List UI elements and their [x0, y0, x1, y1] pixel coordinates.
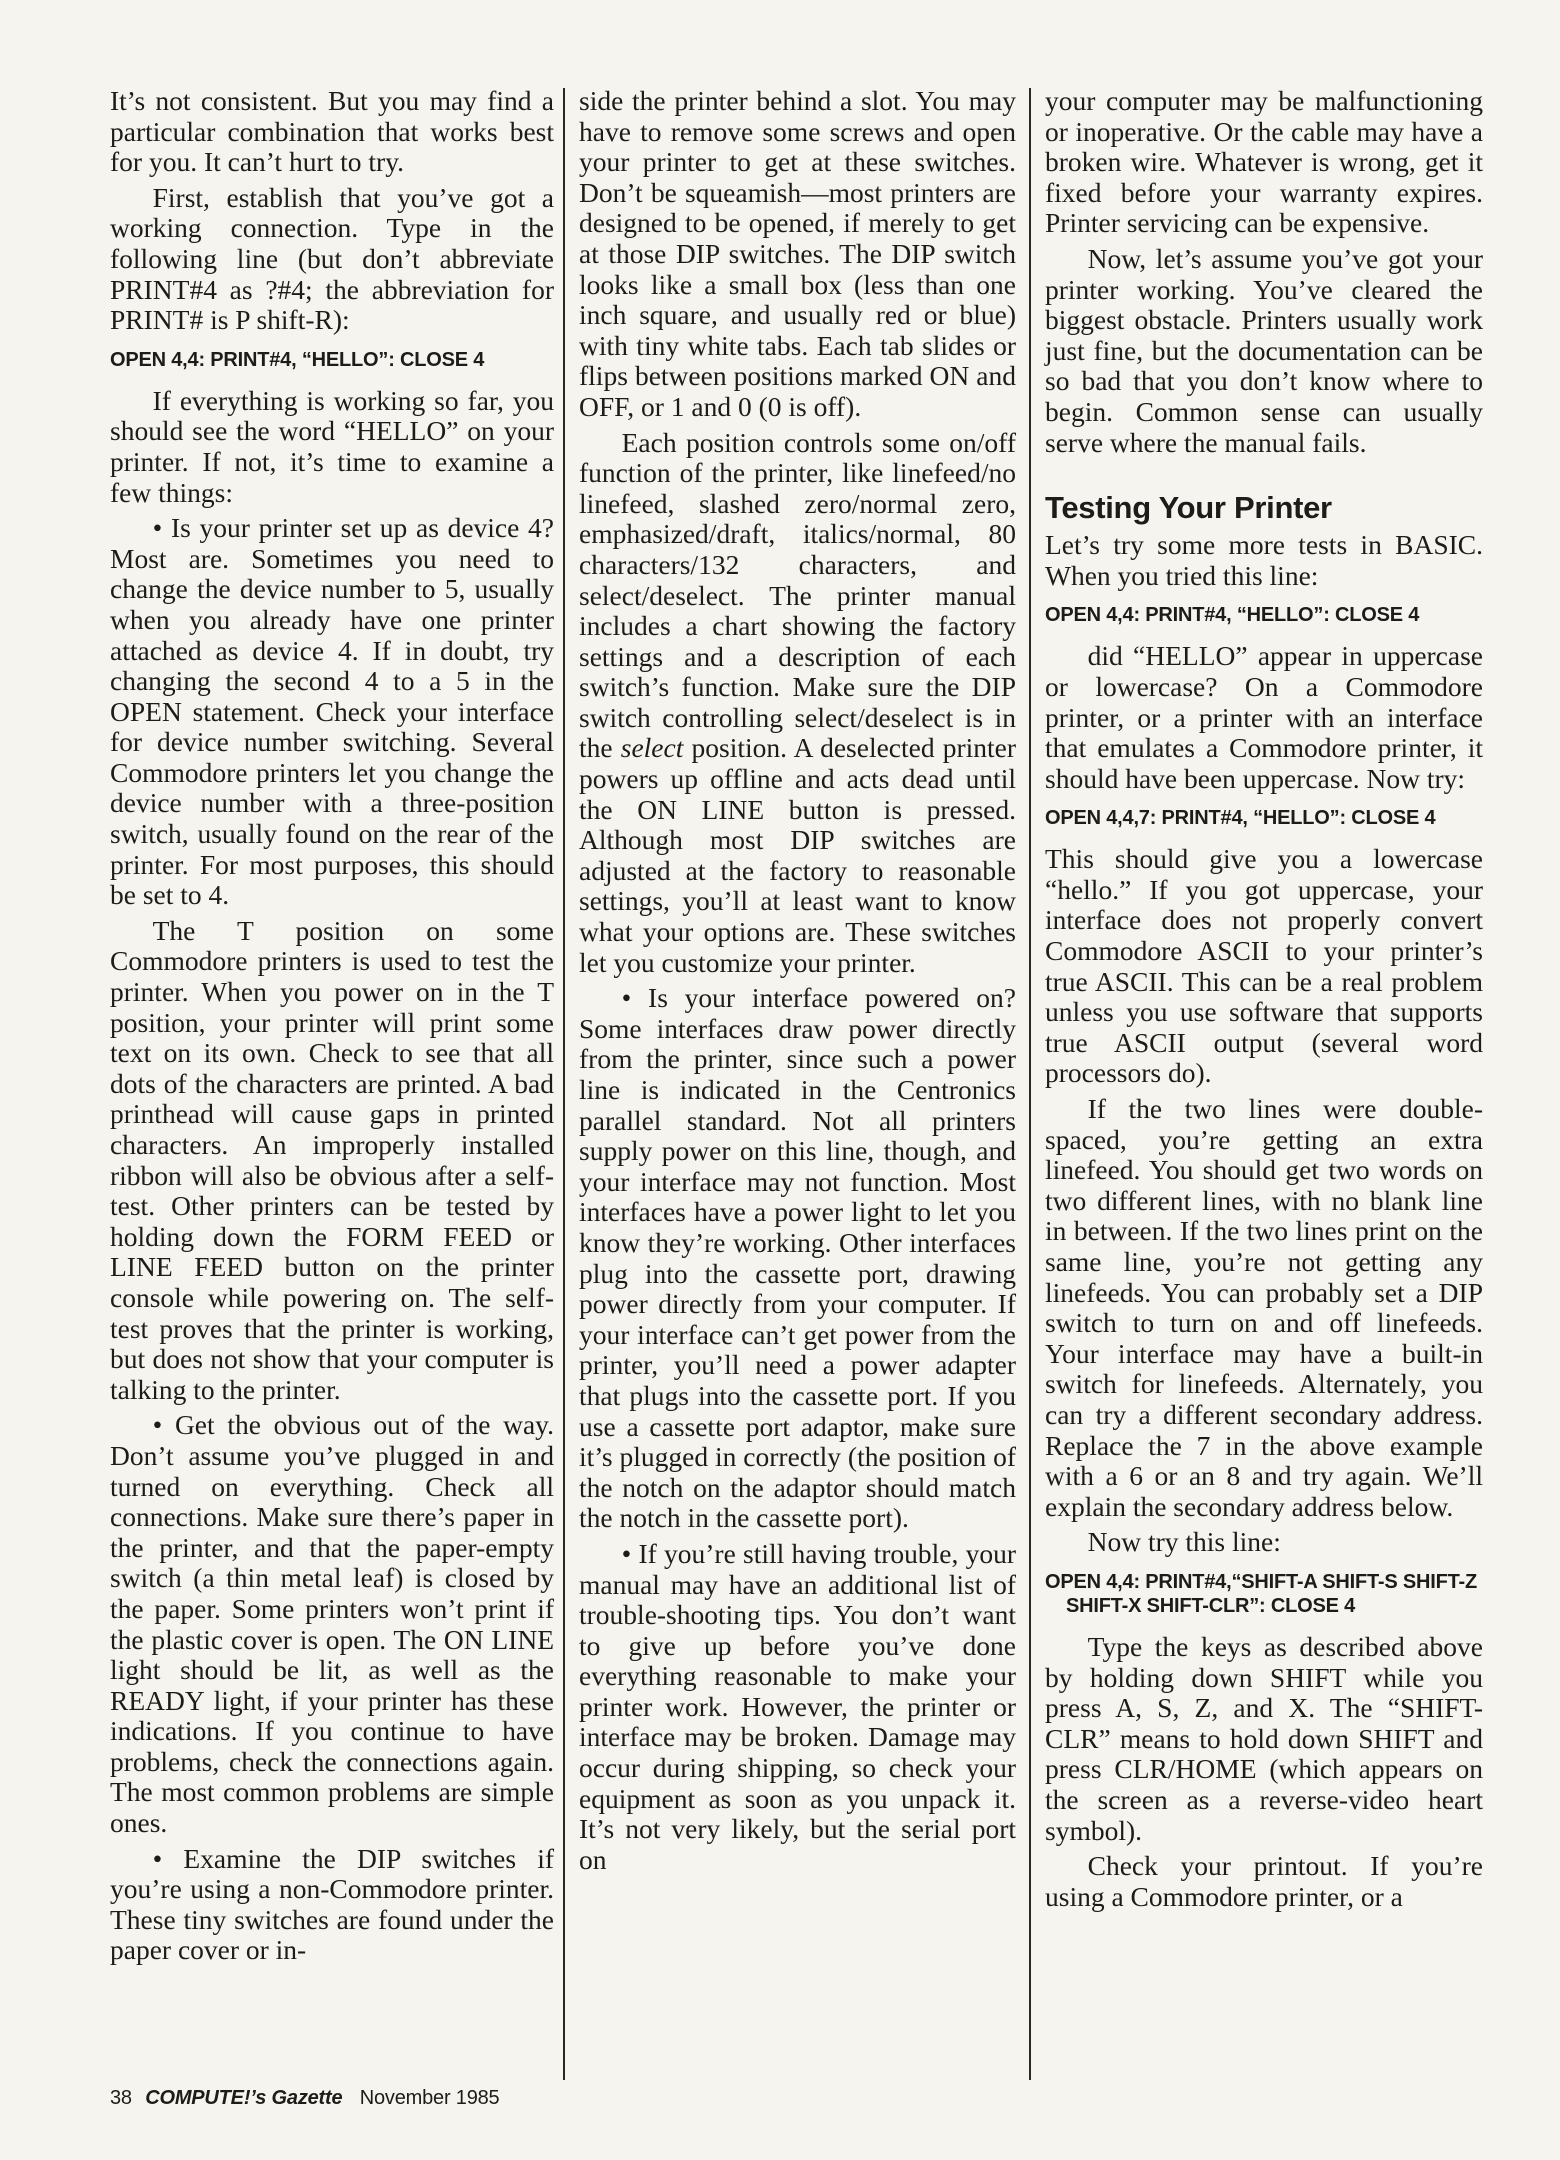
- paragraph: Let’s try some more tests in BASIC. When you tried this line:: [1045, 529, 1483, 591]
- paragraph: First, establish that you’ve got a working connection. Type in the following line (but don’t abbreviate PRINT#4 as ?#4; the abbreviation for PRINT# is P shift-R):: [110, 181, 554, 336]
- bullet-paragraph: • If you’re still having trouble, your manual may have an additional list of trouble-shooting tips. You don’t want to give up before you’ve done everything reasonable to make your printer work. However, the printer or interface may be broken. Damage may occur during shipping, so check your equipment as soon as you unpack it. It’s not very likely, but the serial port on: [579, 1537, 1016, 1875]
- column-2: [579, 86, 1016, 1880]
- code-listing: OPEN 4,4: PRINT#4, “HELLO”: CLOSE 4: [1045, 604, 1420, 627]
- paragraph: Type the keys as described above by holding down SHIFT while you press A, S, Z, and X. The “SHIFT-CLR” means to hold down SHIFT and press CLR/HOME (which appears on the screen as a reverse-video heart symbol).: [1045, 1630, 1483, 1846]
- code-line: OPEN 4,4,7: PRINT#4, “HELLO”: CLOSE 4: [1045, 807, 1436, 830]
- issue-date: November 1985: [359, 2087, 500, 2109]
- paragraph: did “HELLO” appear in uppercase or lowercase? On a Commodore printer, or a printer with an interface that emulates a Commodore printer, it should have been uppercase. Now try:: [1045, 640, 1483, 794]
- code-listing: [1045, 806, 1483, 830]
- paragraph: The T position on some Commodore printers is used to test the printer. When you power on in the T position, your printer will print some text on its own. Check to see that all dots of the characters are printed. A bad printhead will cause gaps in printed characters. An improperly installed ribbon will also be obvious after a self-test. Other printers can be tested by holding down the FORM FEED or LINE FEED button on the printer console while powering on. The self-test proves that the printer is working, but does not show that your computer is talking to the printer.: [110, 914, 554, 1405]
- bullet-paragraph: • Is your printer set up as device 4? Most are. Sometimes you need to change the device number to 5, usually when you already have one printer attached as device 4. If in doubt, try changing the second 4 to a 5 in the OPEN statement. Check your interface for device number switching. Several Commodore printers let you change the device number with a three-position switch, usually found on the rear of the printer. For most purposes, this should be set to 4.: [110, 512, 554, 911]
- code-listing: OPEN 4,4: PRINT#4, “HELLO”: CLOSE 4: [110, 348, 485, 371]
- paragraph: If the two lines were double-spaced, you’re getting an extra linefeed. You should get two words on two different lines, with no blank line in between. If the two lines print on the same line, you’re not getting any linefeeds. You can probably set a DIP switch to turn on and off linefeeds. Your interface may have a built-in switch for linefeeds. Alternately, you can try a different secondary address. Replace the 7 in the above example with a 6 or an 8 and try again. We’ll explain the secondary address below.: [1045, 1093, 1483, 1522]
- page-footer: [110, 2087, 499, 2110]
- bullet-paragraph: • Get the obvious out of the way. Don’t assume you’ve plugged in and turned on everything. Check all connections. Make sure there’s paper in the printer, and that the paper-empty switch (a thin metal leaf) is closed by the paper. Some printers won’t print if the plastic cover is open. The ON LINE light should be lit, as well as the READY light, if your printer has these indications. If you continue to have problems, check the connections again. The most common problems are simple ones.: [110, 1409, 554, 1839]
- column-divider: [1029, 88, 1031, 2080]
- column-1: [110, 86, 554, 1971]
- paragraph: This should give you a lowercase “hello.” If you got uppercase, your interface does not properly convert Commodore ASCII to your printer’s true ASCII. This can be a real problem unless you use software that supports true ASCII output (several word processors do).: [1045, 843, 1483, 1089]
- paragraph: Now try this line:: [1087, 1526, 1281, 1558]
- paragraph: [579, 428, 1016, 979]
- code-listing: [1045, 1570, 1483, 1618]
- paragraph: It’s not consistent. But you may find a particular combination that works best for you. It can’t hurt to try.: [110, 85, 554, 178]
- bullet-paragraph: • Examine the DIP switches if you’re using a non-Commodore printer. These tiny switches are found under the paper cover or in-: [110, 1842, 554, 1966]
- paragraph: side the printer behind a slot. You may have to remove some screws and open your printer to get at these switches. Don’t be squeamish—most printers are designed to be opened, if merely to get at those DIP switches. The DIP switch looks like a small box (less than one inch square, and usually red or blue) with tiny white tabs. Each tab slides or flips between positions marked ON and OFF, or 1 and 0 (0 is off).: [579, 85, 1016, 422]
- section-heading: Testing Your Printer: [1045, 490, 1332, 526]
- paragraph: Now, let’s assume you’ve got your printer working. You’ve cleared the biggest obstacle. Printers usually work just fine, but the documentation can be so bad that you don’t know where to begin. Common sense can usually serve where the manual fails.: [1045, 242, 1483, 458]
- publication-name: COMPUTE!’s Gazette: [145, 2087, 343, 2109]
- emphasis-text: select: [620, 732, 684, 764]
- page-number: 38: [110, 2087, 132, 2109]
- paragraph: Check your printout. If you’re using a Commodore printer, or a: [1045, 1850, 1483, 1912]
- paragraph: If everything is working so far, you should see the word “HELLO” on your printer. If not, it’s time to examine a few things:: [110, 384, 554, 508]
- paragraph-text: Each position controls some on/off function of the printer, like linefeed/no linefeed, slashed zero/normal zero, emphasized/draft, italics/normal, 80 characters/132 characters, and select/deselect. The printer manual includes a chart showing the factory settings and a description of each switch’s function. Make sure the DIP switch controlling select/deselect is in the: [579, 426, 1016, 764]
- paragraph-text: position. A deselected printer powers up offline and acts dead until the ON LINE button is pressed. Although most DIP switches are adjusted at the factory to reasonable settings, you’ll at least want to know what your options are. These switches let you customize your printer.: [579, 732, 1017, 978]
- column-divider: [563, 88, 565, 2080]
- paragraph: your computer may be malfunctioning or inoperative. Or the cable may have a broken wire. Whatever is wrong, get it fixed before your warranty expires. Printer servicing can be expensive.: [1045, 85, 1483, 239]
- bullet-paragraph: • Is your interface powered on? Some interfaces draw power directly from the printer, since such a power line is indicated in the Centronics parallel standard. Not all printers supply power on this line, though, and your interface may not function. Most interfaces have a power light to let you know they’re working. Other interfaces plug into the cassette port, drawing power directly from your computer. If your interface can’t get power from the printer, you’ll need a power adapter that plugs into the cassette port. If you use a cassette port adaptor, make sure it’s plugged in correctly (the position of the notch on the adaptor should match the notch in the cassette port).: [579, 982, 1016, 1534]
- code-line: OPEN 4,4: PRINT#4,“SHIFT-A SHIFT-S SHIFT-Z SHIFT-X SHIFT-CLR”: CLOSE 4: [1045, 1570, 1478, 1617]
- column-3: [1045, 86, 1483, 1917]
